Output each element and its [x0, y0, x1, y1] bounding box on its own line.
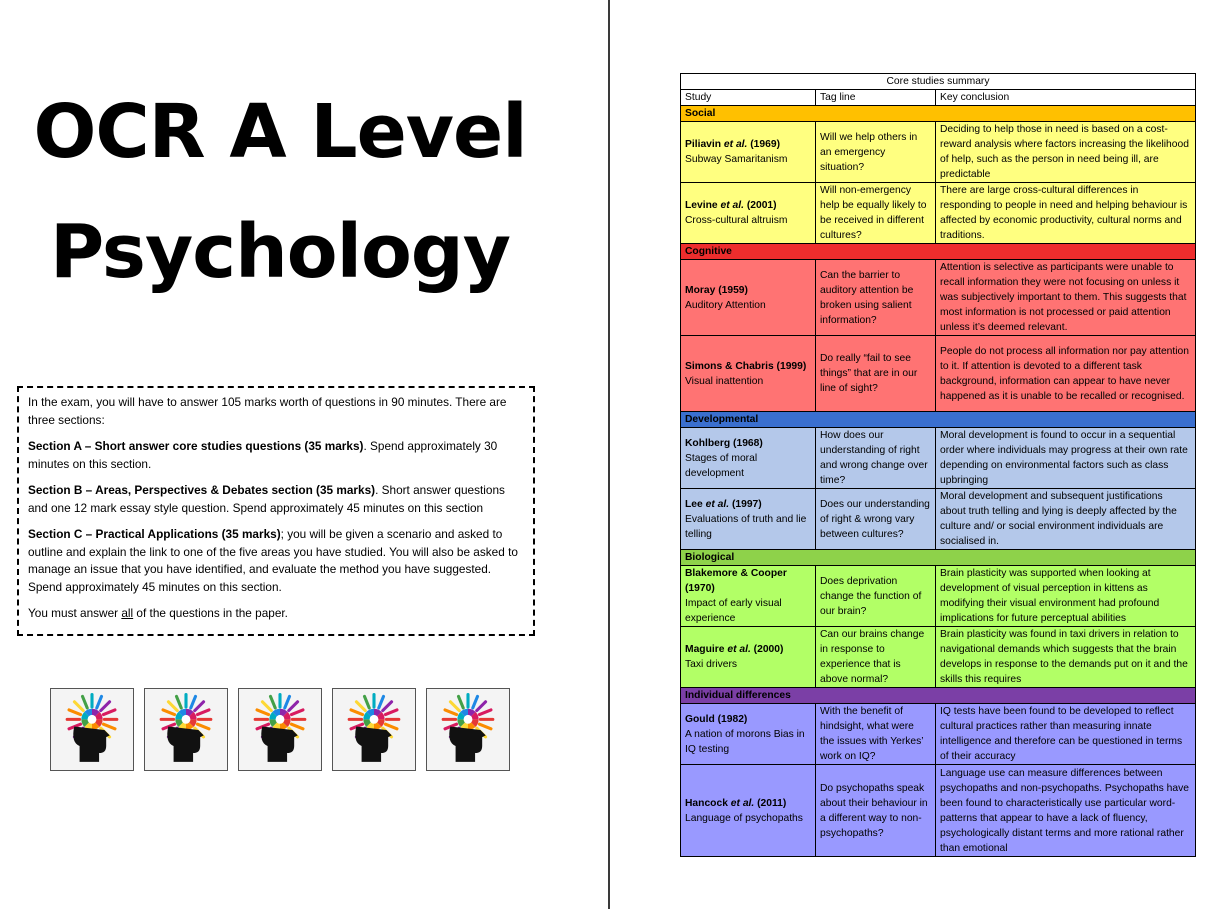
section-c-text: ; you will be given a scenario and asked to outline and explain the link to one of the five areas you have studied. You will also be asked to manage an issue that you have identified, and evaluate the method you have suggested. Spend approximately 45 minutes on this section. — [28, 527, 518, 594]
study-name-part: Simons & Chabris (1999) — [685, 360, 807, 372]
study-subtitle: Visual inattention — [685, 375, 764, 387]
key-conclusion-cell: Language use can measure differences between psychopaths and non-psychopaths. Psychopaths have been found to characteristically use particular word-patterns that appear to have a lack of fluency, psychologically distant terms and more rational rather than emotional — [936, 765, 1196, 857]
exam-section-b — [28, 482, 525, 517]
section-label: Developmental — [681, 412, 1196, 428]
tag-line-cell: Can our brains change in response to experience that is above normal? — [816, 627, 936, 688]
section-a-text: . Spend approximately 30 minutes on this section. — [28, 439, 498, 471]
closing-all: all — [121, 606, 134, 620]
closing-after: of the questions in the paper. — [133, 606, 288, 620]
column-header-study: Study — [681, 90, 816, 106]
key-conclusion-cell: IQ tests have been found to be developed to reflect cultural practices rather than measuring innate intelligence and therefore can be questioned in terms of their accuracy — [936, 704, 1196, 765]
key-conclusion-cell: Moral development and subsequent justifications about truth telling and lying is deeply affected by the culture and/ or social environment individuals are socialised in. — [936, 489, 1196, 550]
study-name-part: et al. — [705, 498, 730, 510]
study-name-part: Hancock — [685, 797, 731, 809]
exam-info-box — [17, 386, 535, 636]
tag-line-cell: How does our understanding of right and wrong change over time? — [816, 428, 936, 489]
study-cell — [681, 122, 816, 183]
section-row-cognitive — [681, 244, 1196, 260]
study-cell — [681, 183, 816, 244]
column-header-key-conclusion: Key conclusion — [936, 90, 1196, 106]
study-subtitle: Language of psychopaths — [685, 812, 803, 824]
section-label: Individual differences — [681, 688, 1196, 704]
table-caption: Core studies summary — [681, 74, 1196, 90]
study-cell — [681, 566, 816, 627]
study-name — [685, 283, 811, 298]
study-name-part: Gould (1982) — [685, 713, 748, 725]
key-conclusion-cell: Attention is selective as participants were unable to recall information they were not focusing on unless it was subjectively important to them. This suggests that most information is not processed or paid attention unless it’s deemed relevant. — [936, 260, 1196, 336]
page-title-line2: Psychology — [49, 209, 510, 295]
study-subtitle: Impact of early visual experience — [685, 598, 782, 624]
exam-intro: In the exam, you will have to answer 105 marks worth of questions in 90 minutes. There are three sections: — [28, 395, 507, 427]
study-name-part: Levine — [685, 200, 721, 211]
study-cell — [681, 704, 816, 765]
logo-row — [50, 688, 510, 771]
table-row — [681, 260, 1196, 336]
exam-section-a — [28, 438, 525, 473]
head-colour-wheel-icon — [332, 688, 416, 771]
study-name-part: Moray (1959) — [685, 284, 748, 296]
exam-closing — [28, 605, 525, 623]
study-name — [685, 642, 811, 657]
study-name-part: et al. — [727, 644, 751, 655]
page-title-line1: OCR A Level — [33, 89, 527, 175]
key-conclusion-cell: Brain plasticity was supported when looking at development of visual perception in kittens as modifying their visual environment had profound implications for future perceptual abilities — [936, 566, 1196, 627]
head-colour-wheel-icon — [238, 688, 322, 771]
table-row — [681, 183, 1196, 244]
study-name-part: Blakemore & Cooper (1970) — [685, 568, 787, 594]
exam-section-c — [28, 526, 525, 596]
key-conclusion-cell: People do not process all information nor pay attention to it. If attention is devoted to a different task background, information can appear to have never happened as it is unable to be recalled or recognised. — [936, 336, 1196, 412]
tag-line-cell: Do really “fail to see things” that are in our line of sight? — [816, 336, 936, 412]
study-name-part: (2001) — [743, 200, 777, 211]
study-subtitle: Taxi drivers — [685, 659, 738, 670]
table-row — [681, 489, 1196, 550]
study-subtitle: Subway Samaritanism — [685, 154, 788, 165]
study-name — [685, 566, 811, 596]
table-row — [681, 428, 1196, 489]
study-name — [685, 796, 811, 811]
study-name-part: et al. — [723, 139, 748, 150]
study-cell — [681, 260, 816, 336]
study-cell — [681, 489, 816, 550]
study-name — [685, 497, 811, 512]
section-label: Biological — [681, 550, 1196, 566]
head-colour-wheel-icon — [426, 688, 510, 771]
study-name — [685, 359, 811, 374]
study-name-part: (2011) — [754, 797, 787, 809]
key-conclusion-cell: Moral development is found to occur in a sequential order where individuals may progress at their own rate depending on environmental factors such as class upbringing — [936, 428, 1196, 489]
study-name — [685, 436, 811, 451]
head-colour-wheel-icon — [144, 688, 228, 771]
study-subtitle: Auditory Attention — [685, 299, 766, 311]
study-cell — [681, 627, 816, 688]
study-name — [685, 198, 811, 213]
section-b-heading: Section B – Areas, Perspectives & Debates section (35 marks) — [28, 483, 376, 497]
table-row — [681, 336, 1196, 412]
core-studies-table — [680, 73, 1196, 857]
study-subtitle: Cross-cultural altruism — [685, 215, 788, 226]
table-row — [681, 765, 1196, 857]
head-colour-wheel-icon — [50, 688, 134, 771]
tag-line-cell: Will non-emergency help be equally likely to be received in different cultures? — [816, 183, 936, 244]
study-name-part: Kohlberg (1968) — [685, 437, 763, 449]
study-subtitle: A nation of morons Bias in IQ testing — [685, 728, 805, 755]
study-cell — [681, 428, 816, 489]
section-a-heading: Section A – Short answer core studies questions (35 marks) — [28, 439, 364, 453]
section-b-text: . Short answer questions and one 12 mark essay style question. Spend approximately 45 minutes on this section — [28, 483, 505, 515]
key-conclusion-cell: Deciding to help those in need is based on a cost-reward analysis where factors increasing the likelihood of help, such as the person in need being ill, are predictable — [936, 122, 1196, 183]
closing-before: You must answer — [28, 606, 122, 620]
page-divider — [608, 0, 610, 909]
tag-line-cell: Can the barrier to auditory attention be broken using salient information? — [816, 260, 936, 336]
study-subtitle: Evaluations of truth and lie telling — [685, 513, 807, 540]
section-row-biological — [681, 550, 1196, 566]
study-name-part: (1997) — [729, 498, 762, 510]
section-row-developmental — [681, 412, 1196, 428]
tag-line-cell: Does deprivation change the function of our brain? — [816, 566, 936, 627]
tag-line-cell: With the benefit of hindsight, what were the issues with Yerkes’ work on IQ? — [816, 704, 936, 765]
table-row — [681, 122, 1196, 183]
tag-line-cell: Does our understanding of right & wrong vary between cultures? — [816, 489, 936, 550]
column-header-tag-line: Tag line — [816, 90, 936, 106]
study-name-part: Lee — [685, 498, 706, 510]
section-c-heading: Section C – Practical Applications (35 marks) — [28, 527, 281, 541]
table-row — [681, 566, 1196, 627]
section-label: Social — [681, 106, 1196, 122]
study-subtitle: Stages of moral development — [685, 452, 758, 479]
study-name-part: (1969) — [747, 139, 781, 150]
tag-line-cell: Will we help others in an emergency situation? — [816, 122, 936, 183]
section-label: Cognitive — [681, 244, 1196, 260]
table-row — [681, 627, 1196, 688]
study-cell — [681, 336, 816, 412]
study-name — [685, 137, 811, 152]
tag-line-cell: Do psychopaths speak about their behaviour in a different way to non-psychopaths? — [816, 765, 936, 857]
study-name-part: Maguire — [685, 644, 728, 655]
study-name-part: Piliavin — [685, 139, 724, 150]
key-conclusion-cell: Brain plasticity was found in taxi drivers in relation to navigational demands which suggests that the brain develops in response to the demands put on it and the skills this requires — [936, 627, 1196, 688]
key-conclusion-cell: There are large cross-cultural differences in responding to people in need and helping behaviour is affected by economic productivity, cultural norms and traditions. — [936, 183, 1196, 244]
study-name-part: et al. — [720, 200, 744, 211]
study-name-part: et al. — [730, 797, 755, 809]
section-row-individual-differences — [681, 688, 1196, 704]
study-cell — [681, 765, 816, 857]
section-row-social — [681, 106, 1196, 122]
table-row — [681, 704, 1196, 765]
study-name-part: (2000) — [750, 644, 784, 655]
study-name — [685, 712, 811, 727]
